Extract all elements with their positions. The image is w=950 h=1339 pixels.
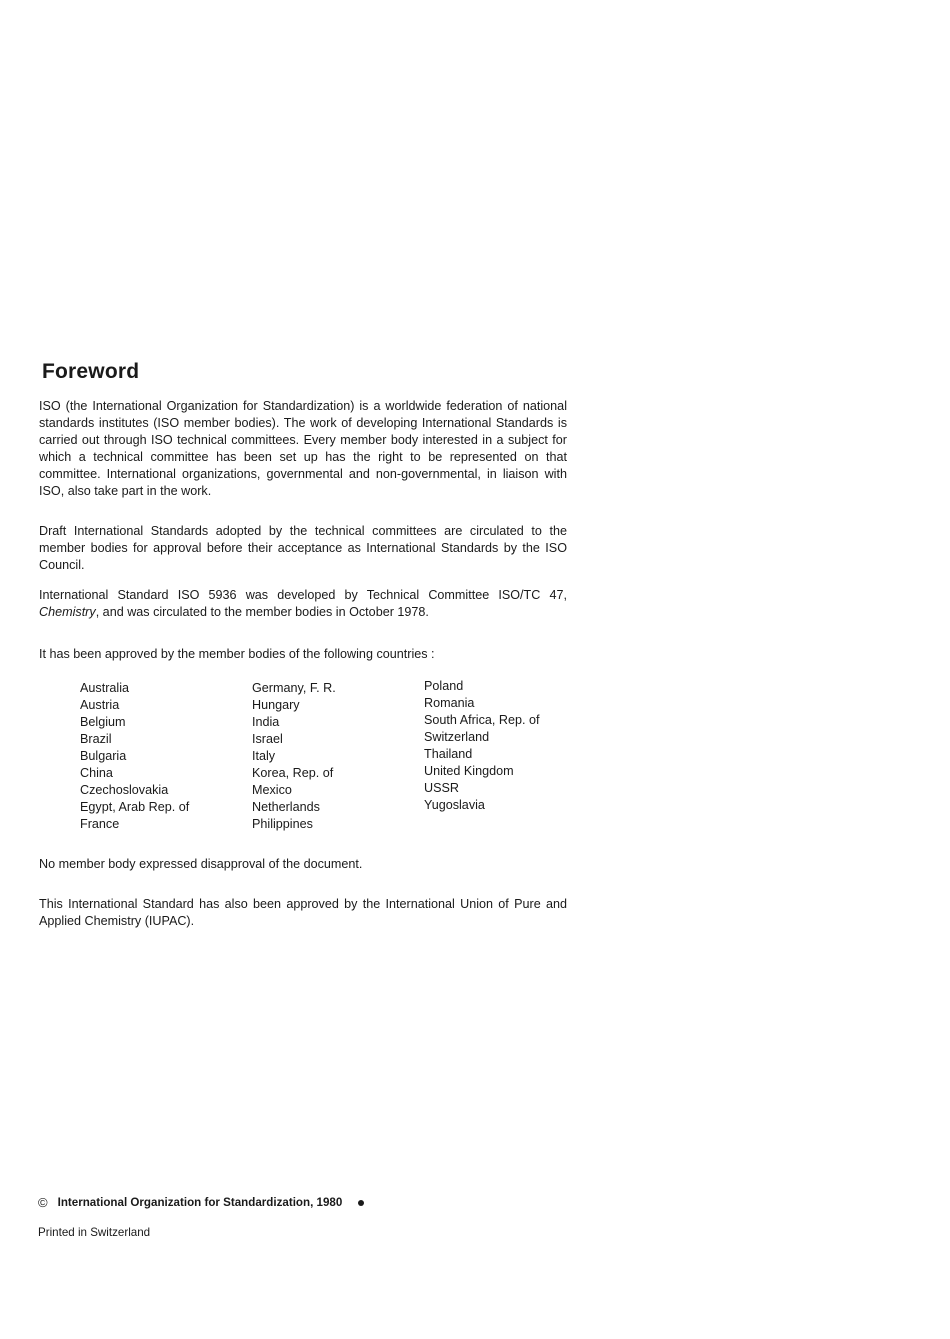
country-item: Yugoslavia: [424, 798, 485, 812]
paragraph-approval: It has been approved by the member bodies of the following countries :: [39, 647, 435, 661]
country-item: Czechoslovakia: [80, 783, 169, 797]
country-item: Philippines: [252, 817, 313, 831]
country-item: Romania: [424, 696, 475, 710]
paragraph-iupac: This International Standard has also been approved by the International Union of Pure and Applied Chemistry (IUPAC).: [39, 897, 567, 928]
country-item: China: [80, 766, 113, 780]
country-item: Korea, Rep. of: [252, 766, 334, 780]
country-column-3: [424, 678, 540, 814]
country-column-2: [252, 680, 336, 833]
country-item: Bulgaria: [80, 749, 127, 763]
copyright-text: International Organization for Standardization, 1980: [57, 1196, 343, 1209]
country-item: Thailand: [424, 747, 473, 761]
country-item: Germany, F. R.: [252, 681, 336, 695]
development-text-end: , and was circulated to the member bodies in October 1978.: [95, 605, 429, 619]
country-item: Hungary: [252, 698, 300, 712]
country-item: India: [252, 715, 280, 729]
country-item: Austria: [80, 698, 120, 712]
country-item: South Africa, Rep. of: [424, 713, 540, 727]
country-item: United Kingdom: [424, 764, 514, 778]
country-item: Egypt, Arab Rep. of: [80, 800, 190, 814]
country-item: Italy: [252, 749, 276, 763]
printed-in-note: Printed in Switzerland: [38, 1226, 151, 1239]
country-item: Switzerland: [424, 730, 490, 744]
country-item: Poland: [424, 679, 464, 693]
country-item: Israel: [252, 732, 283, 746]
paragraph-development: [39, 587, 567, 621]
country-item: Australia: [80, 681, 129, 695]
copyright-line: [38, 1195, 364, 1210]
copyright-icon: ©: [38, 1195, 48, 1210]
development-text-start: International Standard ISO 5936 was developed by Technical Committee ISO/TC 47,: [39, 588, 567, 602]
country-item: France: [80, 817, 120, 831]
paragraph-draft-standards: Draft International Standards adopted by the technical committees are circulated to the member bodies for approval before their acceptance as International Standards by the ISO Council.: [39, 524, 567, 572]
country-item: Mexico: [252, 783, 292, 797]
page-title: Foreword: [42, 360, 140, 383]
paragraph-iso-intro: ISO (the International Organization for Standardization) is a worldwide federation of national standards institutes (ISO member bodies). The work of developing International Standards is carried out through ISO technical committees. Every member body interested in a subject for which a technical committee has been set up has the right to be represented on that committee. International organizations, governmental and non-governmental, in liaison with ISO, also take part in the work.: [39, 399, 567, 498]
committee-name: Chemistry: [39, 605, 96, 619]
country-item: Belgium: [80, 715, 126, 729]
bullet-icon: [358, 1200, 364, 1206]
country-column-1: [80, 680, 189, 833]
paragraph-no-disapproval: No member body expressed disapproval of the document.: [39, 857, 363, 871]
country-item: Netherlands: [252, 800, 320, 814]
country-item: USSR: [424, 781, 459, 795]
country-item: Brazil: [80, 732, 112, 746]
